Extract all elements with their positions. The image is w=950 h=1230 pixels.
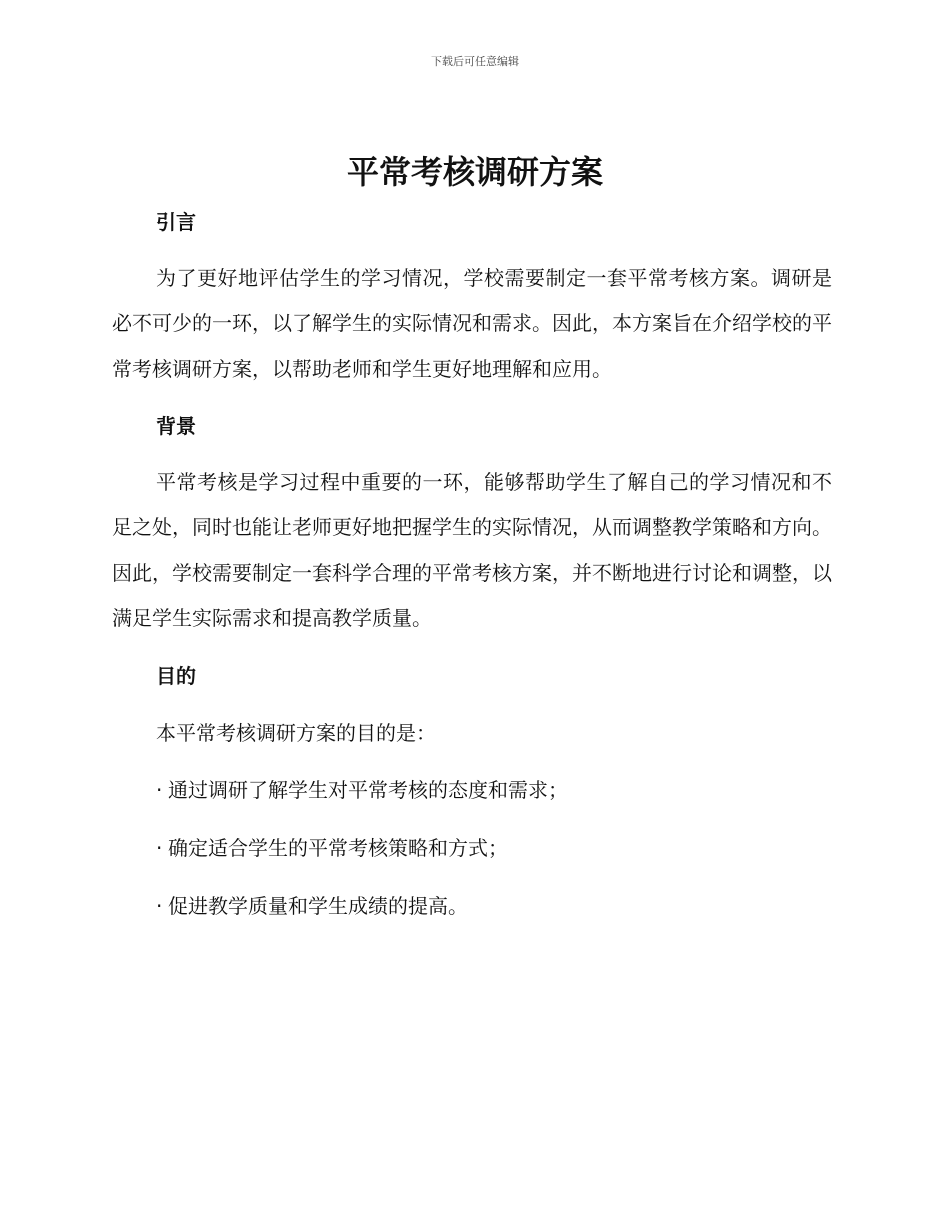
- bullet-mark: ·: [156, 836, 163, 860]
- list-item: [156, 892, 468, 920]
- purpose-intro: 本平常考核调研方案的目的是：: [156, 721, 436, 745]
- header-note: 下载后可任意编辑: [431, 55, 519, 68]
- section-heading-intro: 引言: [156, 210, 196, 234]
- list-item: [156, 776, 568, 804]
- list-item: [156, 834, 508, 862]
- section-heading-purpose: 目的: [156, 664, 196, 688]
- section-heading-background: 背景: [156, 414, 196, 438]
- list-item-text: 促进教学质量和学生成绩的提高。: [168, 894, 468, 918]
- list-item-text: 确定适合学生的平常考核策略和方式；: [168, 836, 508, 860]
- paragraph-background: 平常考核是学习过程中重要的一环，能够帮助学生了解自己的学习情况和不足之处，同时也能让老师更好地把握学生的实际情况，从而调整教学策略和方向。因此，学校需要制定一套科学合理的平常考核方案，并不断地进行讨论和调整，以满足学生实际需求和提高教学质量。: [112, 470, 832, 630]
- paragraph-intro: 为了更好地评估学生的学习情况，学校需要制定一套平常考核方案。调研是必不可少的一环，以了解学生的实际情况和需求。因此，本方案旨在介绍学校的平常考核调研方案，以帮助老师和学生更好地理解和应用。: [112, 266, 832, 381]
- list-item-text: 通过调研了解学生对平常考核的态度和需求；: [168, 778, 568, 802]
- document-title: 平常考核调研方案: [346, 153, 603, 191]
- bullet-mark: ·: [156, 778, 163, 802]
- bullet-mark: ·: [156, 894, 163, 918]
